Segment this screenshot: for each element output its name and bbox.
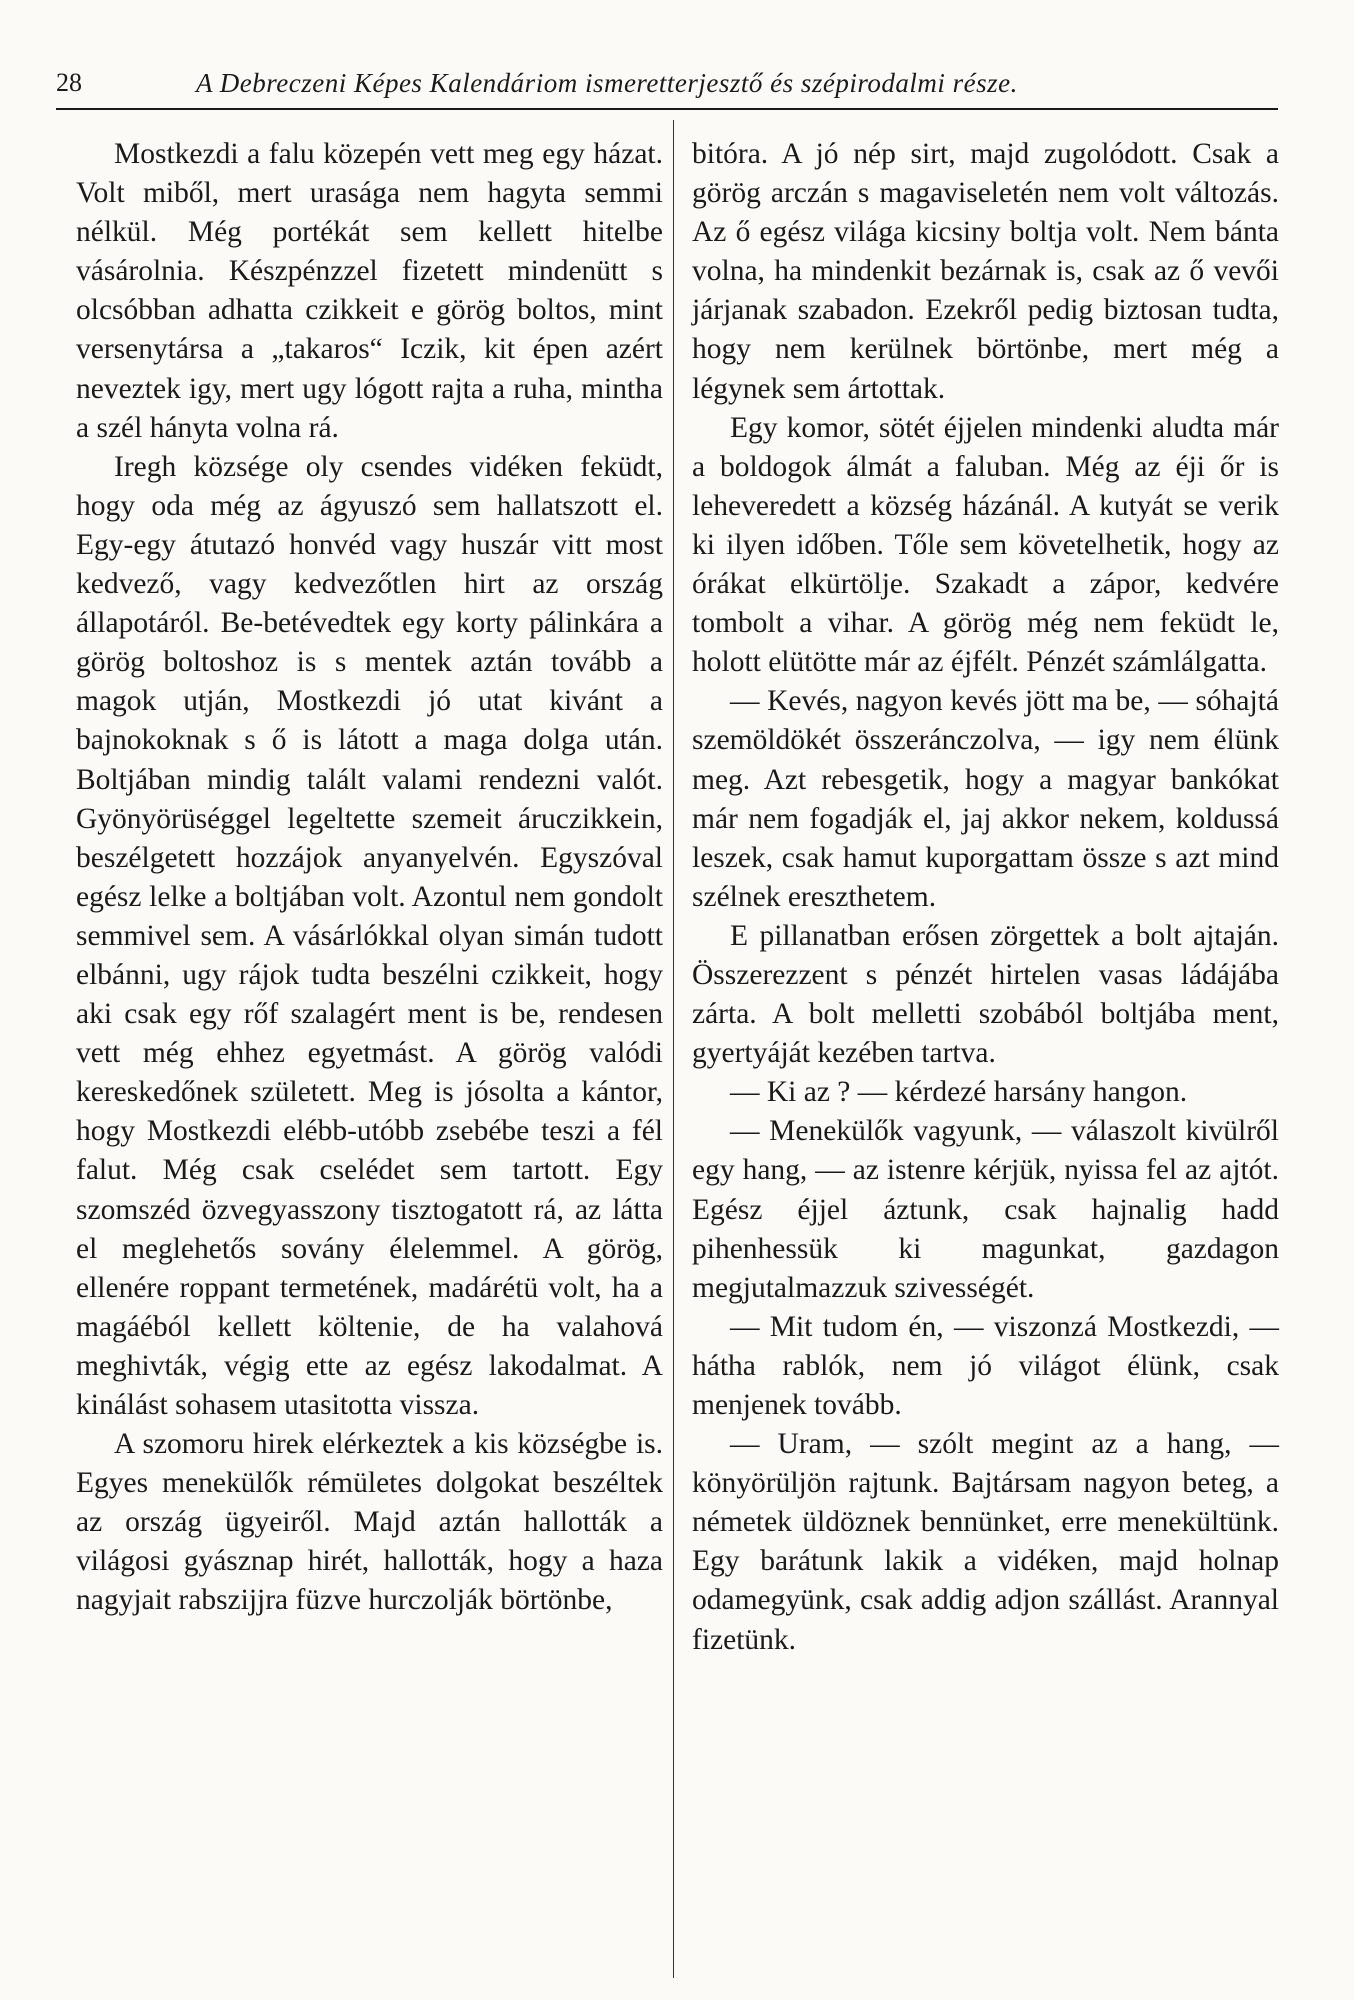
paragraph: — Ki az ? — kérdezé harsány hangon. — [730, 1076, 1188, 1109]
column-divider — [673, 120, 674, 1978]
paragraph: E pillanatban erősen zörgettek a bolt ajtaján. Összerezzent s pénzét hirtelen vasas ládájába zárta. A bolt melletti szobából boltjába ment, gyertyáját kezében tartva. — [692, 919, 1279, 1070]
paragraph: — Kevés, nagyon kevés jött ma be, — sóhajtá szemöldökét összeránczolva, — igy nem élünk meg. Azt rebesgetik, hogy a magyar bankókat már nem fogadják el, jaj akkor nekem, koldussá leszek, csak hamut kuporgattam össze s azt mind szélnek ereszthetem. — [692, 685, 1279, 913]
paragraph: Mostkezdi a falu közepén vett meg egy házat. Volt miből, mert urasága nem hagyta semmi nélkül. Még portékát sem kellett hitelbe vásárolnia. Készpénzzel fizetett mindenütt s olcsóbban adhatta czikkeit e görög boltos, mint versenytársa a „takaros“ Iczik, kit épen azért neveztek igy, mert ugy lógott rajta a ruha, mintha a szél hányta volna rá. — [76, 138, 663, 444]
running-title: A Debreczeni Képes Kalendáriom ismeretterjesztő és szépirodalmi része. — [196, 68, 1018, 98]
paragraph: — Mit tudom én, — viszonzá Mostkezdi, — hátha rablók, nem jó világot élünk, csak menjenek tovább. — [692, 1310, 1279, 1421]
paragraph: — Uram, — szólt megint az a hang, — könyörüljön rajtunk. Bajtársam nagyon beteg, a németek üldöznek bennünket, erre menekültünk. Egy barátunk lakik a vidéken, majd holnap odamegyünk, csak addig adjon szállást. Arannyal fizetünk. — [692, 1428, 1279, 1656]
paragraph: — Menekülők vagyunk, — válaszolt kivülről egy hang, — az istenre kérjük, nyissa fel az ajtót. Egész éjjel áztunk, csak hajnalig hadd pihenhessük ki magunkat, gazdagon megjutalmazzuk szivességét. — [692, 1115, 1279, 1304]
paragraph: Iregh községe oly csendes vidéken feküdt, hogy oda még az ágyuszó sem hallatszott el. Egy-egy átutazó honvéd vagy huszár vitt most kedvező, vagy kedvezőtlen hirt az ország állapotáról. Be-betévedtek egy korty pálinkára a görög boltoshoz is s mentek aztán tovább a magok utján, Mostkezdi jó utat kivánt a bajnokoknak s ő is látott a maga dolga után. Boltjában mindig talált valami rendezni valót. Gyönyörüséggel legeltette szemeit áruczikkein, beszélgetett hozzájok anyanyelvén. Egyszóval egész lelke a boltjában volt. Azontul nem gondolt semmivel sem. A vásárlókkal olyan simán tudott elbánni, ugy rájok tudta beszélni czikkeit, hogy aki csak egy rőf szalagért ment is be, rendesen vett még ehhez egyetmást. A görög valódi kereskedőnek született. Meg is jósolta a kántor, hogy Mostkezdi elébb-utóbb zsebébe teszi a fél falut. Még csak cselédet sem tartott. Egy szomszéd özvegyasszony tisztogatott rá, az látta el meglehetős sovány élelemmel. A görög, ellenére roppant termetének, madárétü volt, ha a magáéból kellett költenie, de ha valahová meghivták, végig ette az egész lakodalmat. A kinálást sohasem utasitotta vissza. — [76, 450, 663, 1421]
paragraph: Egy komor, sötét éjjelen mindenki aludta már a boldogok álmát a faluban. Még az éji őr is leheveredett a község házánál. A kutyát se verik ki ilyen időben. Tőle sem követelhetik, hogy az órákat elkürtölje. Szakadt a zápor, kedvére tombolt a vihar. A görög még nem feküdt le, holott elütötte már az éjfélt. Pénzét számlálgatta. — [692, 411, 1279, 679]
page-number: 28 — [56, 68, 82, 97]
page-header — [56, 64, 1278, 110]
paragraph: A szomoru hirek elérkeztek a kis községbe is. Egyes menekülők rémületes dolgokat beszéltek az ország ügyeiről. Majd aztán hallották a világosi gyásznap hirét, hallották, hogy a haza nagyjait rabszijjra füzve hurczolják börtönbe, — [76, 1428, 663, 1617]
left-column — [76, 135, 663, 1621]
right-column — [692, 135, 1279, 1660]
paragraph: bitóra. A jó nép sirt, majd zugolódott. Csak a görög arczán s magaviseletén nem volt változás. Az ő egész világa kicsiny boltja volt. Nem bánta volna, ha mindenkit bezárnak is, csak az ő vevői járjanak szabadon. Ezekről pedig biztosan tudta, hogy nem kerülnek börtönbe, mert még a légynek sem ártottak. — [692, 138, 1279, 405]
